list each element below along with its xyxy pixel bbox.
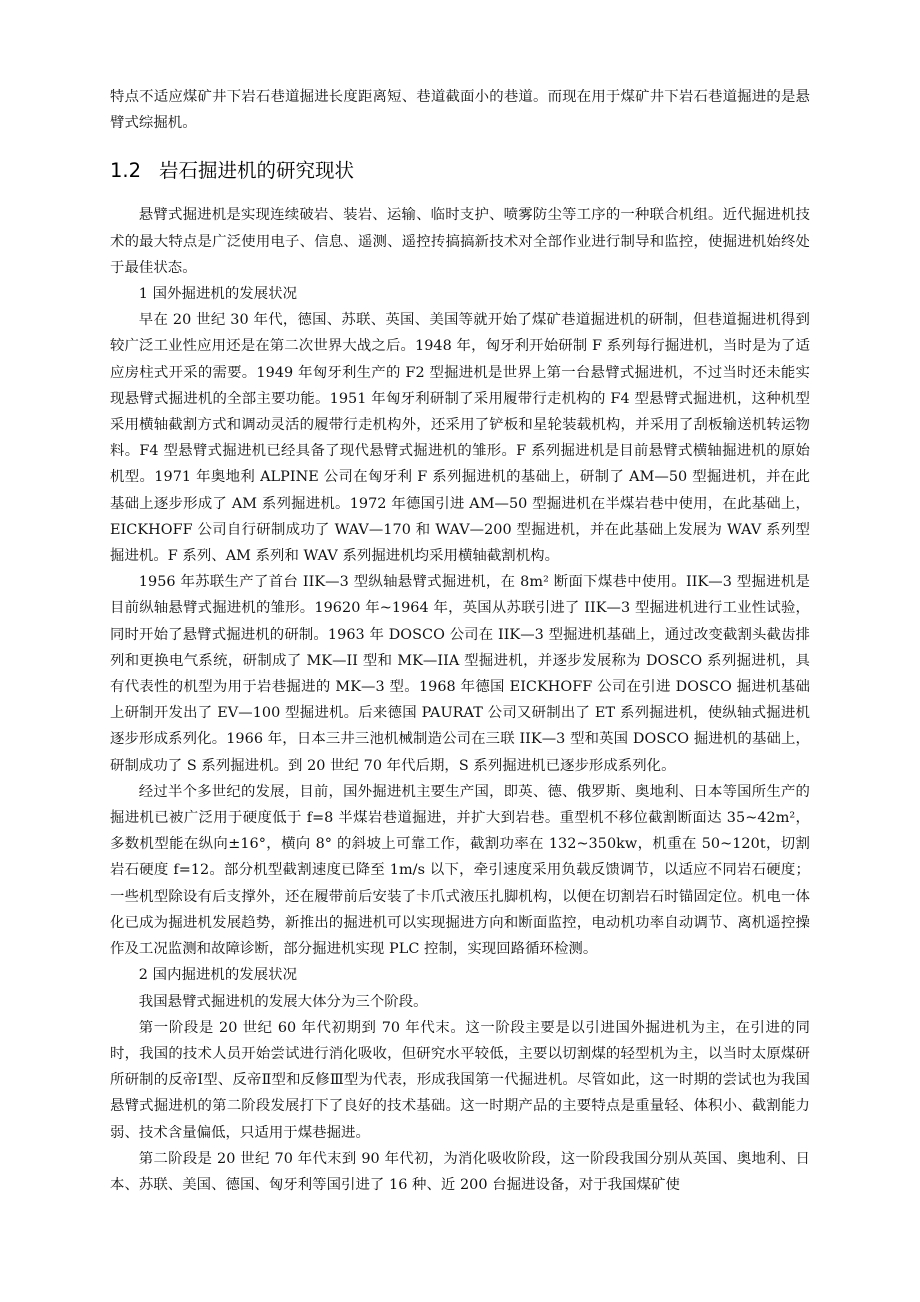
paragraph-longitudinal-history: 1956 年苏联生产了首台 IIK—3 型纵轴悬臂式掘进机，在 8m² 断面下煤巷中使用。IIK—3 型掘进机是目前纵轴悬臂式掘进机的雏形。19620 年~1964 年，英国从苏联引进了 IIK—3 型掘进机进行工业性试验，同时开始了悬臂式掘进机的研制。1963 年 DOSCO 公司在 IIK—3 型掘进机基础上，通过改变截割头截齿排列和更换电气系统，研制成了 MK—II 型和 MK—IIA 型掘进机，并逐步发展称为 DOSCO 系列掘进机，具有代表性的机型为用于岩巷掘进的 MK—3 型。1968 年德国 EICKHOFF 公司在引进 DOSCO 掘进机基础上研制开发出了 EV—100 型掘进机。后来德国 PAURAT 公司又研制出了 ET 系列掘进机，使纵轴式掘进机逐步形成系列化。1966 年，日本三井三池机械制造公司在三联 IIK—3 型和英国 DOSCO 掘进机的基础上，研制成功了 S 系列掘进机。到 20 世纪 70 年代后期，S 系列掘进机已逐步形成系列化。 xyxy=(110,574,810,774)
paragraph-overview: 悬臂式掘进机是实现连续破岩、装岩、运输、临时支护、喷雾防尘等工序的一种联合机组。近代掘进机技术的最大特点是广泛使用电子、信息、遥测、遥控抟搞搞新技术对全部作业进行制导和监控，使掘进机始终处于最佳状态。 xyxy=(110,207,810,276)
subheading-foreign-development: 1 国外掘进机的发展状况 xyxy=(138,286,298,303)
paragraph-foreign-history: 早在 20 世纪 30 年代，德国、苏联、英国、美国等就开始了煤矿巷道掘进机的研制，但巷道掘进机得到较广泛工业性应用还是在第二次世界大战之后。1948 年，匈牙利开始研制 F 系列每行掘进机，当时是为了适应房柱式开采的需要。1949 年匈牙利生产的 F2 型掘进机是世界上第一台悬臂式掘进机，不过当时还未能实现悬臂式掘进机的全部主要功能。1951 年匈牙利研制了采用履带行走机构的 F4 型悬臂式掘进机，这种机型采用横轴截割方式和调动灵活的履带行走机构外，还采用了铲板和星轮装载机构，并采用了刮板输送机转运物料。F4 型悬臂式掘进机已经具备了现代悬臂式掘进机的雏形。F 系列掘进机是目前悬臂式横轴掘进机的原始机型。1971 年奥地利 ALPINE 公司在匈牙利 F 系列掘进机的基础上，研制了 AM—50 型掘进机，并在此基础上逐步形成了 AM 系列掘进机。1972 年德国引进 AM—50 型掘进机在半煤岩巷中使用，在此基础上，EICKHOFF 公司自行研制成功了 WAV—170 和 WAV—200 型掘进机，并在此基础上发展为 WAV 系列型掘进机。F 系列、AM 系列和 WAV 系列掘进机均采用横轴截割机构。 xyxy=(110,312,810,565)
paragraph-stage-one: 第一阶段是 20 世纪 60 年代初期到 70 年代末。这一阶段主要是以引进国外掘进机为主，在引进的同时，我国的技术人员开始尝试进行消化吸收，但研究水平较低，主要以切割煤的轻型机为主，以当时太原煤研所研制的反帝Ⅰ型、反帝Ⅱ型和反修Ⅲ型为代表，形成我国第一代掘进机。尽管如此，这一时期的尝试也为我国悬臂式掘进机的第二阶段发展打下了良好的技术基础。这一时期产品的主要特点是重量轻、体积小、截割能力弱、技术含量偏低，只适用于煤巷掘进。 xyxy=(110,1019,810,1141)
intro-paragraph: 特点不适应煤矿井下岩石巷道掘进长度距离短、巷道截面小的巷道。而现在用于煤矿井下岩石巷道掘进的是悬臂式综掘机。 xyxy=(110,89,810,132)
paragraph-stage-two: 第二阶段是 20 世纪 70 年代末到 90 年代初，为消化吸收阶段，这一阶段我国分别从英国、奥地利、日本、苏联、美国、德国、匈牙利等国引进了 16 种、近 200 台掘进设备，对于我国煤矿使 xyxy=(110,1150,810,1193)
paragraph-current-status: 经过半个多世纪的发展，目前，国外掘进机主要生产国，即英、德、俄罗斯、奥地利、日本等国所生产的掘进机已被广泛用于硬度低于 f=8 半煤岩巷道掘进，并扩大到岩巷。重型机不移位截割断面达 35~42m²，多数机型能在纵向±16°，横向 8° 的斜坡上可靠工作，截割功率在 132~350kw，机重在 50~120t，切割岩石硬度 f=12。部分机型截割速度已降至 1m/s 以下，牵引速度采用负载反馈调节，以适应不同岩石硬度；一些机型除设有后支撑外，还在履带前后安装了卡爪式液压扎脚机构，以便在切割岩石时锚固定位。机电一体化已成为掘进机发展趋势，新推出的掘进机可以实现掘进方向和断面监控，电动机功率自动调节、离机遥控操作及工况监测和故障诊断，部分掘进机实现 PLC 控制，实现回路循环检测。 xyxy=(110,783,810,958)
document-page xyxy=(110,84,810,1198)
section-title: 岩石掘进机的研究现状 xyxy=(159,159,355,183)
subheading-domestic-development: 2 国内掘进机的发展状况 xyxy=(138,967,298,984)
section-heading xyxy=(110,156,810,186)
paragraph-domestic-stages: 我国悬臂式掘进机的发展大体分为三个阶段。 xyxy=(138,993,428,1010)
section-number: 1.2 xyxy=(110,159,142,183)
